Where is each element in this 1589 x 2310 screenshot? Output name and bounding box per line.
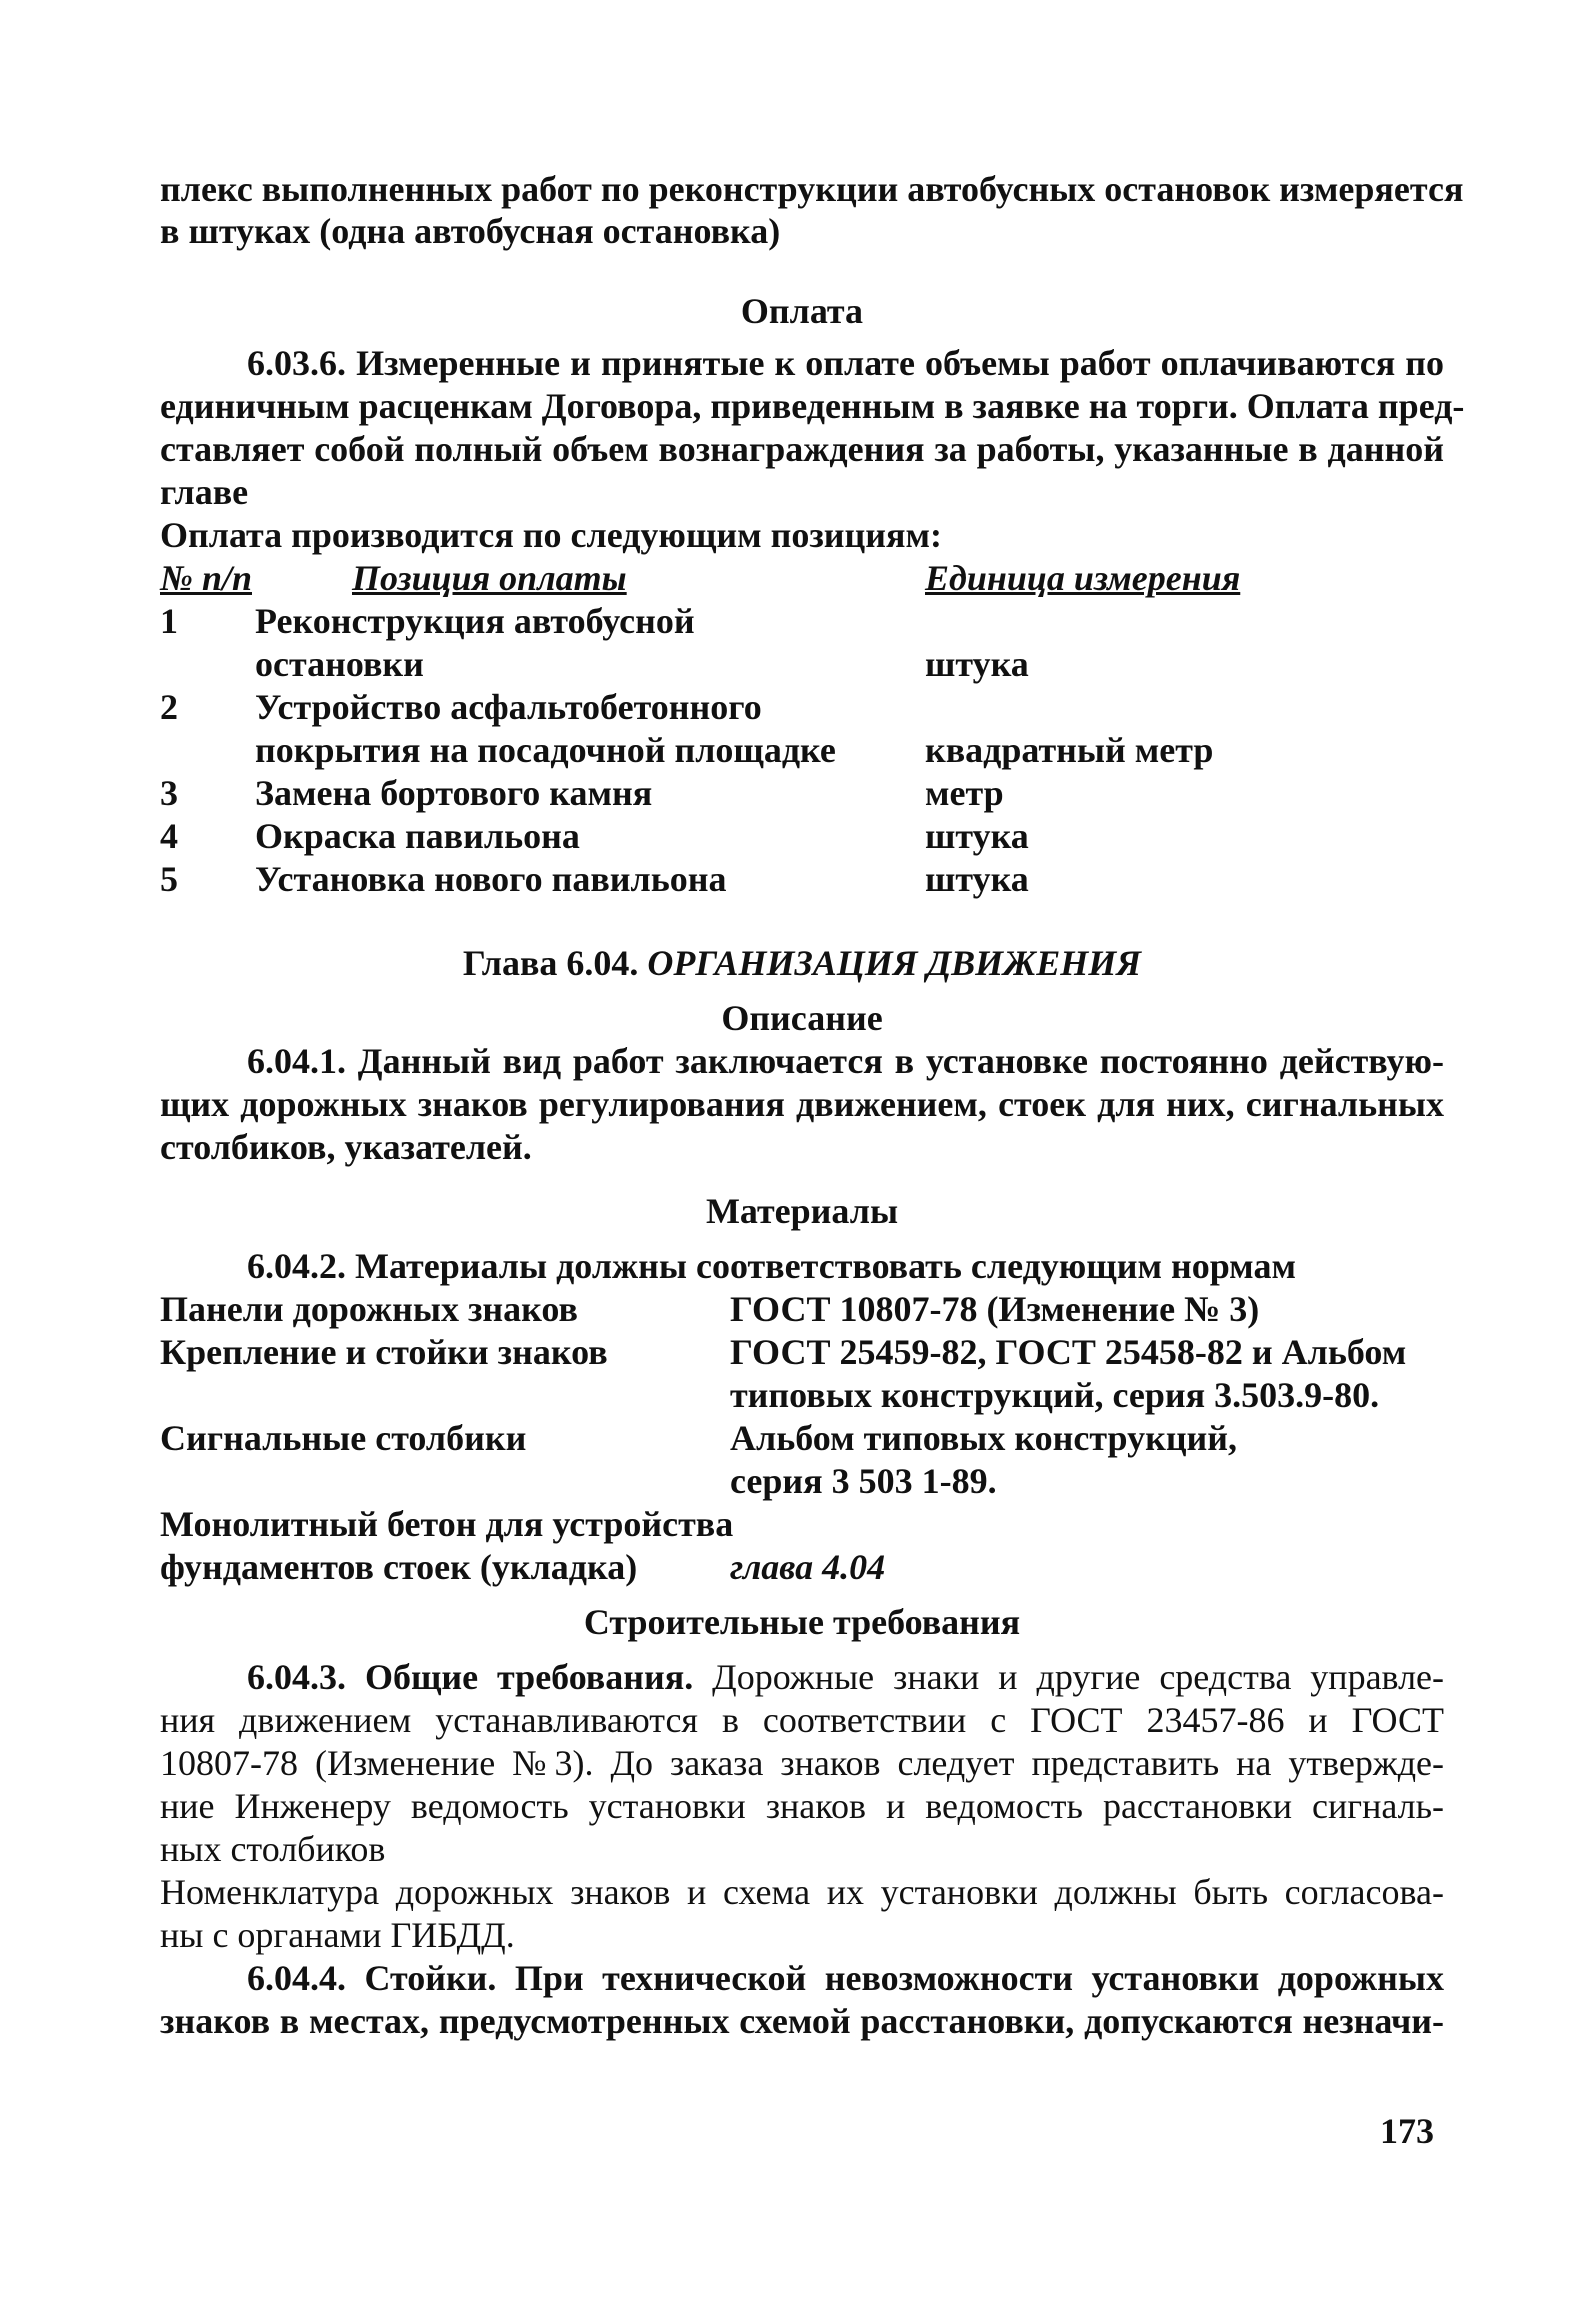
- chapter-title: ОРГАНИЗАЦИЯ ДВИЖЕНИЯ: [647, 943, 1142, 983]
- table-row-5-num: 5: [160, 859, 178, 899]
- table-header-position: Позиция оплаты: [352, 558, 627, 598]
- paragraph-6044-line-2: знаков в местах, предусмотренных схемой расстановки, допускаются незначи-: [160, 2001, 1444, 2041]
- paragraph-6041-line-3: столбиков, указателей.: [160, 1127, 532, 1167]
- table-row-3-num: 3: [160, 773, 178, 813]
- chapter-heading: [160, 942, 1444, 984]
- paragraph-6041-line-1: [247, 1040, 1444, 1082]
- paragraph-6041-text: Данный вид работ заключается в установке постоянно действую-: [357, 1041, 1445, 1081]
- paragraph-6043-line-1: [247, 1656, 1444, 1698]
- paragraph-6043-line-2: ния движением устанавливаются в соответствии с ГОСТ 23457-86 и ГОСТ: [160, 1700, 1444, 1740]
- paragraph-nomenclature-line-1: Номенклатура дорожных знаков и схема их установки должны быть согласова-: [160, 1872, 1444, 1912]
- paragraph-6036-line-2: единичным расценкам Договора, приведенным в заявке на торги. Оплата пред-: [160, 386, 1465, 426]
- materials-row-4-right: глава 4.04: [730, 1547, 886, 1587]
- chapter-prefix: Глава 6.04.: [462, 943, 639, 983]
- intro-line-1: плекс выполненных работ по реконструкции автобусных остановок измеряется: [160, 169, 1464, 209]
- materials-row-1-right: ГОСТ 10807-78 (Изменение № 3): [730, 1289, 1260, 1329]
- table-row-2-unit: квадратный метр: [925, 730, 1214, 770]
- materials-row-1-left: Панели дорожных знаков: [160, 1289, 578, 1329]
- paragraph-6036-line-3: ставляет собой полный объем вознаграждения за работы, указанные в данной: [160, 429, 1444, 469]
- paragraph-6042-number: 6.04.2.: [247, 1246, 346, 1286]
- paragraph-6041-line-2: щих дорожных знаков регулирования движением, стоек для них, сигнальных: [160, 1084, 1444, 1124]
- table-row-4-position-line-1: Окраска павильона: [255, 816, 580, 856]
- paragraph-6043-line-3: 10807-78 (Изменение №3). До заказа знаков следует представить на утвержде-: [160, 1743, 1444, 1783]
- paragraph-6044-number: 6.04.4.: [247, 1958, 346, 1998]
- materials-row-4-left-line-2: фундаментов стоек (укладка): [160, 1547, 638, 1587]
- materials-row-3-right-line-2: серия 3 503 1-89.: [730, 1461, 997, 1501]
- heading-description: Описание: [721, 998, 883, 1038]
- table-row-5-position-line-1: Установка нового павильона: [255, 859, 727, 899]
- payment-positions-intro: Оплата производится по следующим позициям:: [160, 515, 943, 555]
- table-row-3-position-line-1: Замена бортового камня: [255, 773, 653, 813]
- paragraph-6036-line-1: [247, 342, 1444, 384]
- heading-payment: Оплата: [740, 291, 864, 331]
- table-row-2-position-line-1: Устройство асфальтобетонного: [255, 687, 762, 727]
- paragraph-6036-text: Измеренные и принятые к оплате объемы работ оплачиваются по: [356, 343, 1444, 383]
- paragraph-6042-line-1: [247, 1245, 1296, 1287]
- paragraph-6036-number: 6.03.6.: [247, 343, 346, 383]
- materials-row-2-left: Крепление и стойки знаков: [160, 1332, 608, 1372]
- paragraph-6044-text: При технической невозможности установки дорожных: [514, 1958, 1444, 1998]
- table-row-2-position-line-2: покрытия на посадочной площадке: [255, 730, 836, 770]
- table-row-2-num: 2: [160, 687, 178, 727]
- materials-row-2-right-line-2: типовых конструкций, серия 3.503.9-80.: [730, 1375, 1380, 1415]
- paragraph-6043-line-4: ние Инженеру ведомость установки знаков и ведомость расстановки сигналь-: [160, 1786, 1444, 1826]
- paragraph-6042-text: Материалы должны соответствовать следующим нормам: [355, 1246, 1296, 1286]
- paragraph-6043-line-5: ных столбиков: [160, 1829, 386, 1869]
- table-row-4-unit: штука: [925, 816, 1029, 856]
- materials-row-3-right-line-1: Альбом типовых конструкций,: [730, 1418, 1238, 1458]
- paragraph-6043-text: Дорожные знаки и другие средства управле-: [712, 1657, 1444, 1697]
- table-row-1-position-line-2: остановки: [255, 644, 424, 684]
- table-row-1-num: 1: [160, 601, 178, 641]
- paragraph-nomenclature-line-2: ны с органами ГИБДД.: [160, 1915, 515, 1955]
- table-row-1-unit: штука: [925, 644, 1029, 684]
- table-row-3-unit: метр: [925, 773, 1004, 813]
- table-header-num: № п/п: [160, 558, 252, 598]
- paragraph-6044-lead: Стойки.: [364, 1958, 497, 1998]
- table-row-1-position-line-1: Реконструкция автобусной: [255, 601, 695, 641]
- table-row-5-unit: штука: [925, 859, 1029, 899]
- paragraph-6043-lead: Общие требования.: [364, 1657, 694, 1697]
- paragraph-6044-line-1: [247, 1957, 1444, 1999]
- paragraph-6041-number: 6.04.1.: [247, 1041, 346, 1081]
- table-row-4-num: 4: [160, 816, 178, 856]
- heading-construction-requirements: Строительные требования: [583, 1602, 1021, 1642]
- materials-row-3-left: Сигнальные столбики: [160, 1418, 527, 1458]
- table-header-unit: Единица измерения: [925, 558, 1241, 598]
- materials-row-2-right-line-1: ГОСТ 25459-82, ГОСТ 25458-82 и Альбом: [730, 1332, 1407, 1372]
- intro-line-2: в штуках (одна автобусная остановка): [160, 211, 781, 251]
- paragraph-6043-number: 6.04.3.: [247, 1657, 346, 1697]
- paragraph-6036-line-4: главе: [160, 472, 249, 512]
- heading-materials: Материалы: [705, 1191, 899, 1231]
- page-number: 173: [1380, 2111, 1434, 2151]
- materials-row-4-left-line-1: Монолитный бетон для устройства: [160, 1504, 734, 1544]
